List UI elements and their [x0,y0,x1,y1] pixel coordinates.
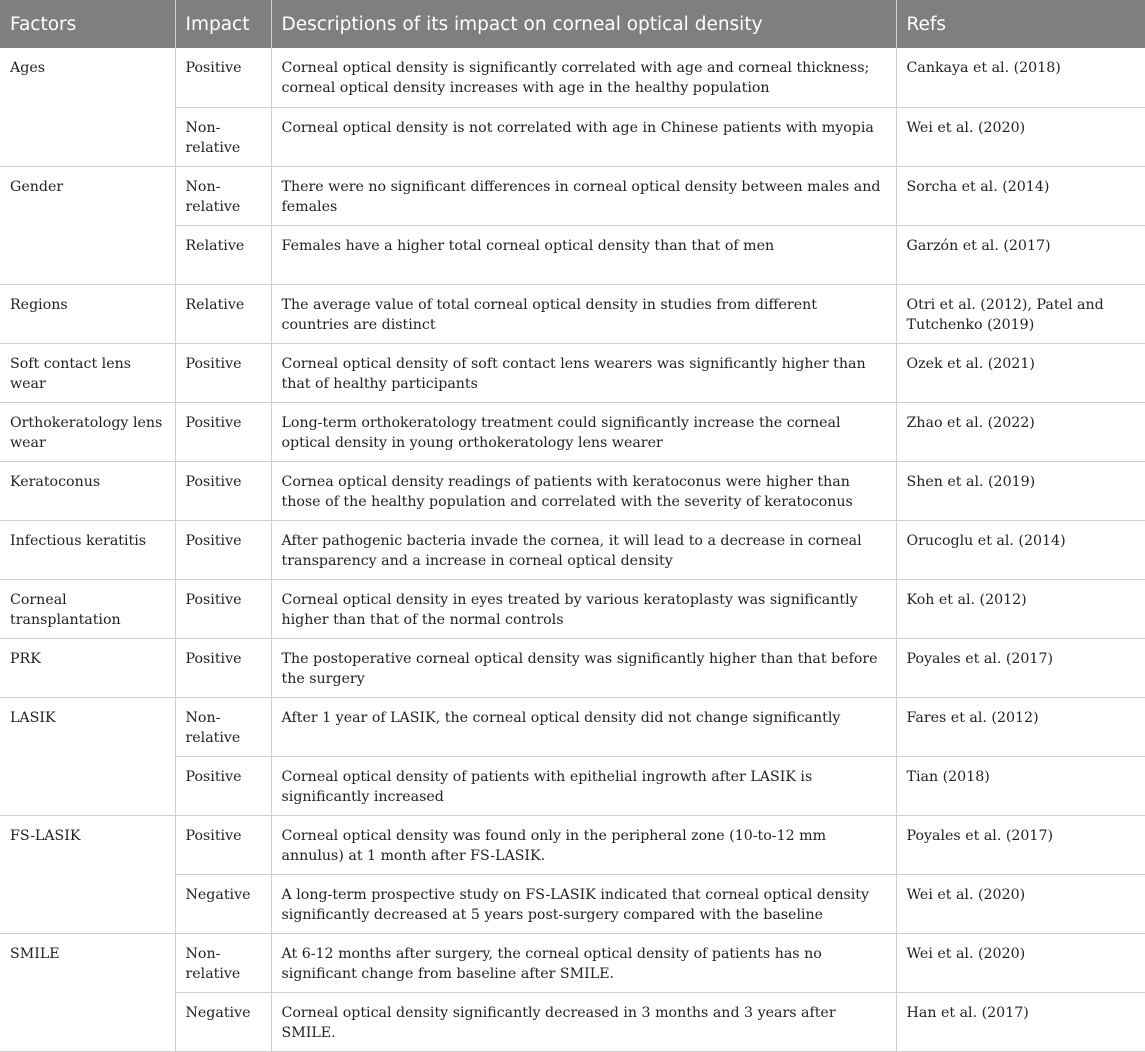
impact-cell: Positive [175,579,271,638]
description-cell: Cornea optical density readings of patients with keratoconus were higher than those of the healthy population and correlated with the severity of keratoconus [271,461,896,520]
description-cell: Corneal optical density significantly decreased in 3 months and 3 years after SMILE. [271,992,896,1051]
description-cell: At 6-12 months after surgery, the corneal optical density of patients has no significant change from baseline after SMILE. [271,933,896,992]
table-row [0,520,1145,579]
description-cell: Corneal optical density is not correlated with age in Chinese patients with myopia [271,107,896,166]
table-row [0,48,1145,107]
factor-cell: Soft contact lens wear [0,343,175,402]
factor-cell: Regions [0,284,175,343]
description-cell: After 1 year of LASIK, the corneal optical density did not change significantly [271,697,896,756]
description-cell: Corneal optical density is significantly correlated with age and corneal thickness; corneal optical density increases with age in the healthy population [271,48,896,107]
header-descriptions: Descriptions of its impact on corneal optical density [271,0,896,48]
ref-cell: Shen et al. (2019) [896,461,1145,520]
ref-cell: Han et al. (2017) [896,992,1145,1051]
factor-cell: Infectious keratitis [0,520,175,579]
impact-cell: Positive [175,520,271,579]
ref-cell: Cankaya et al. (2018) [896,48,1145,107]
ref-cell: Wei et al. (2020) [896,933,1145,992]
description-cell: After pathogenic bacteria invade the cornea, it will lead to a decrease in corneal transparency and a increase in corneal optical density [271,520,896,579]
table-row [0,697,1145,756]
impact-cell: Non-relative [175,107,271,166]
ref-cell: Poyales et al. (2017) [896,638,1145,697]
table-body [0,48,1145,1051]
ref-cell: Otri et al. (2012), Patel and Tutchenko (2019) [896,284,1145,343]
ref-cell: Wei et al. (2020) [896,874,1145,933]
ref-cell: Orucoglu et al. (2014) [896,520,1145,579]
impact-cell: Non-relative [175,697,271,756]
factor-cell: Corneal transplantation [0,579,175,638]
ref-cell: Garzón et al. (2017) [896,225,1145,284]
table-row [0,815,1145,874]
ref-cell: Sorcha et al. (2014) [896,166,1145,225]
impact-cell: Positive [175,815,271,874]
impact-cell: Non-relative [175,166,271,225]
impact-cell: Relative [175,225,271,284]
description-cell: The average value of total corneal optical density in studies from different countries are distinct [271,284,896,343]
ref-cell: Fares et al. (2012) [896,697,1145,756]
description-cell: Females have a higher total corneal optical density than that of men [271,225,896,284]
impact-cell: Positive [175,461,271,520]
description-cell: Corneal optical density was found only in the peripheral zone (10-to-12 mm annulus) at 1 month after FS-LASIK. [271,815,896,874]
header-refs: Refs [896,0,1145,48]
header-row [0,0,1145,48]
impact-cell: Positive [175,402,271,461]
impact-cell: Positive [175,756,271,815]
factor-cell: Gender [0,166,175,284]
header-impact: Impact [175,0,271,48]
description-cell: Corneal optical density in eyes treated by various keratoplasty was significantly higher than that of the normal controls [271,579,896,638]
table-row [0,166,1145,225]
table-row [0,343,1145,402]
description-cell: A long-term prospective study on FS-LASIK indicated that corneal optical density significantly decreased at 5 years post-surgery compared with the baseline [271,874,896,933]
header-factors: Factors [0,0,175,48]
description-cell: There were no significant differences in corneal optical density between males and females [271,166,896,225]
ref-cell: Zhao et al. (2022) [896,402,1145,461]
factor-cell: Orthokeratology lens wear [0,402,175,461]
description-cell: Corneal optical density of patients with epithelial ingrowth after LASIK is significantly increased [271,756,896,815]
table-row [0,579,1145,638]
impact-cell: Relative [175,284,271,343]
table-header [0,0,1145,48]
impact-cell: Positive [175,638,271,697]
factor-cell: Ages [0,48,175,166]
ref-cell: Koh et al. (2012) [896,579,1145,638]
table-row [0,284,1145,343]
description-cell: The postoperative corneal optical density was significantly higher than that before the surgery [271,638,896,697]
impact-cell: Negative [175,992,271,1051]
impact-cell: Positive [175,343,271,402]
description-cell: Long-term orthokeratology treatment could significantly increase the corneal optical density in young orthokeratology lens wearer [271,402,896,461]
table-row [0,461,1145,520]
ref-cell: Tian (2018) [896,756,1145,815]
factor-cell: FS-LASIK [0,815,175,933]
ref-cell: Poyales et al. (2017) [896,815,1145,874]
factor-cell: PRK [0,638,175,697]
table-row [0,638,1145,697]
description-cell: Corneal optical density of soft contact lens wearers was significantly higher than that of healthy participants [271,343,896,402]
table-row [0,402,1145,461]
ref-cell: Ozek et al. (2021) [896,343,1145,402]
factor-cell: SMILE [0,933,175,1051]
table-row [0,933,1145,992]
ref-cell: Wei et al. (2020) [896,107,1145,166]
factor-cell: Keratoconus [0,461,175,520]
impact-cell: Non-relative [175,933,271,992]
factor-cell: LASIK [0,697,175,815]
impact-cell: Positive [175,48,271,107]
impact-cell: Negative [175,874,271,933]
